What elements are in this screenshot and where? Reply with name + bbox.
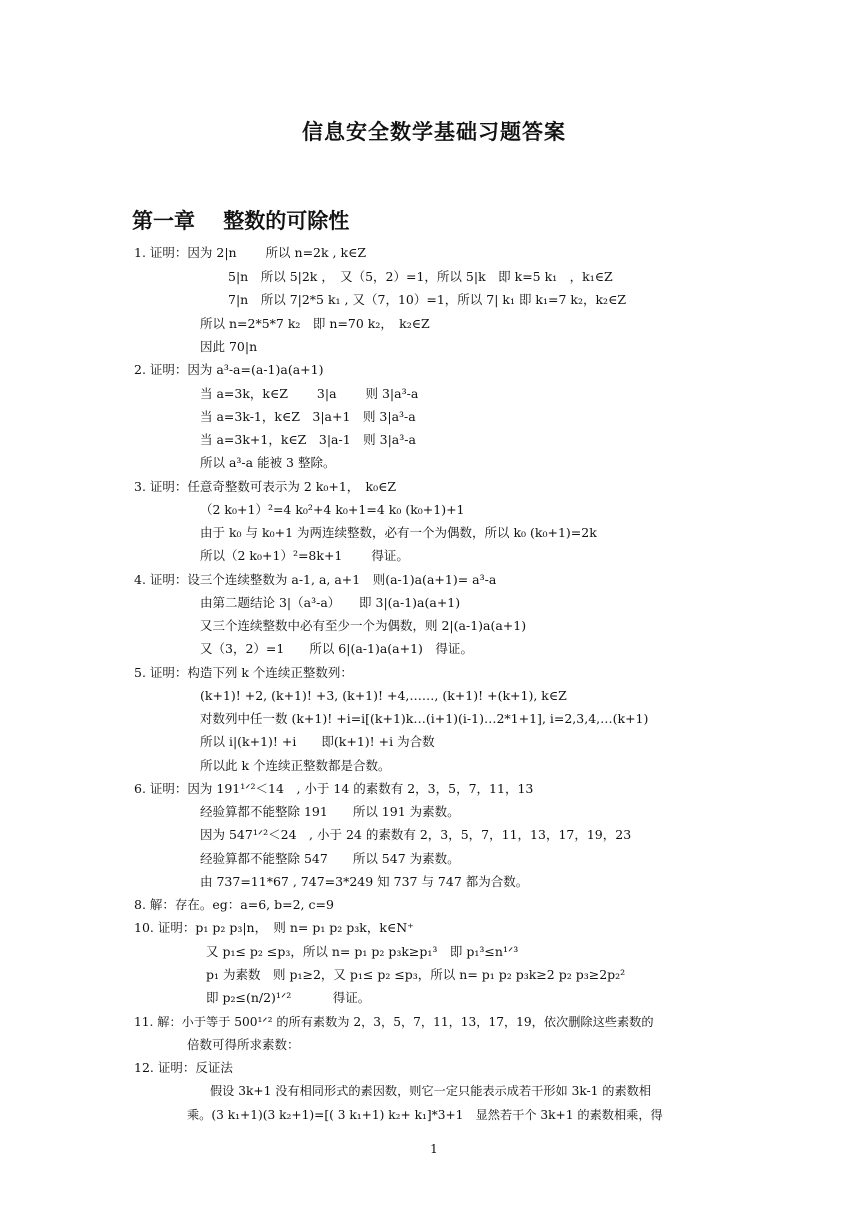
text-line: 当 a=3k，k∈Z 3|a 则 3|a³-a xyxy=(200,386,419,401)
text-line: （2 k₀+1）²=4 k₀²+4 k₀+1=4 k₀ (k₀+1)+1 xyxy=(200,502,465,517)
text-line: 经验算都不能整除 191 所以 191 为素数。 xyxy=(200,804,460,819)
text-line: 2. 证明：因为 a³-a=(a-1)a(a+1) xyxy=(134,362,324,377)
text-line: 因此 70|n xyxy=(200,339,258,354)
text-line: 所以 n=2*5*7 k₂ 即 n=70 k₂， k₂∈Z xyxy=(200,316,430,331)
text-line: 8. 解：存在。eg：a=6, b=2, c=9 xyxy=(134,897,334,912)
text-line: 由 737=11*67 , 747=3*249 知 737 与 747 都为合数。 xyxy=(200,874,529,889)
text-line: p₁ 为素数 则 p₁≥2，又 p₁≤ p₂ ≤p₃，所以 n= p₁ p₂ p₃k≥2 p₂ p₃≥2p₂² xyxy=(206,967,626,982)
page-title: 信息安全数学基础习题答案 xyxy=(302,120,566,144)
text-line: 6. 证明：因为 191¹ᐟ²＜14 , 小于 14 的素数有 2，3，5，7，11，13 xyxy=(134,781,534,796)
text-line: 4. 证明：设三个连续整数为 a-1, a, a+1 则(a-1)a(a+1)= a³-a xyxy=(134,572,497,587)
text-line: (k+1)! +2, (k+1)! +3, (k+1)! +4,……, (k+1)! +(k+1), k∈Z xyxy=(200,688,567,703)
text-line: 12. 证明：反证法 xyxy=(134,1060,233,1075)
text-line: 5|n 所以 5|2k ， 又（5，2）=1，所以 5|k 即 k=5 k₁ ，k₁∈Z xyxy=(228,269,613,284)
text-line: 假设 3k+1 没有相同形式的素因数，则它一定只能表示成若干形如 3k-1 的素数相 xyxy=(210,1084,652,1098)
text-line: 10. 证明：p₁ p₂ p₃|n， 则 n= p₁ p₂ p₃k，k∈N⁺ xyxy=(134,920,414,935)
text-line: 5. 证明：构造下列 k 个连续正整数列： xyxy=(134,665,353,680)
text-line: 所以（2 k₀+1）²=8k+1 得证。 xyxy=(200,548,409,563)
text-line: 倍数可得所求素数： xyxy=(187,1037,300,1052)
text-line: 所以 a³-a 能被 3 整除。 xyxy=(200,455,336,470)
text-line: 又 p₁≤ p₂ ≤p₃，所以 n= p₁ p₂ p₃k≥p₁³ 即 p₁³≤n¹ᐟ³ xyxy=(206,944,519,959)
text-line: 经验算都不能整除 547 所以 547 为素数。 xyxy=(200,851,460,866)
text-line: 由于 k₀ 与 k₀+1 为两连续整数，必有一个为偶数，所以 k₀ (k₀+1)=2k xyxy=(200,525,597,540)
text-line: 由第二题结论 3|（a³-a） 即 3|(a-1)a(a+1) xyxy=(200,595,461,610)
text-line: 乘。(3 k₁+1)(3 k₂+1)=[( 3 k₁+1) k₂+ k₁]*3+1 显然若干个 3k+1 的素数相乘，得 xyxy=(187,1108,663,1122)
text-line: 又三个连续整数中必有至少一个为偶数，则 2|(a-1)a(a+1) xyxy=(200,618,527,633)
text-line: 因为 547¹ᐟ²＜24 , 小于 24 的素数有 2，3，5，7，11，13，17，19，23 xyxy=(200,827,632,842)
page-number: 1 xyxy=(430,1142,438,1156)
text-line: 即 p₂≤(n/2)¹ᐟ² 得证。 xyxy=(206,990,371,1005)
text-line: 又（3，2）=1 所以 6|(a-1)a(a+1) 得证。 xyxy=(200,641,473,656)
chapter-heading: 第一章 整数的可除性 xyxy=(132,209,350,233)
text-line: 11. 解：小于等于 500¹ᐟ² 的所有素数为 2，3，5，7，11，13，17，19，依次删除这些素数的 xyxy=(134,1015,654,1029)
text-line: 所以此 k 个连续正整数都是合数。 xyxy=(200,758,391,773)
text-line: 对数列中任一数 (k+1)! +i=i[(k+1)k…(i+1)(i-1)…2*1+1], i=2,3,4,…(k+1) xyxy=(200,711,649,726)
text-line: 7|n 所以 7|2*5 k₁ , 又（7，10）=1，所以 7| k₁ 即 k₁=7 k₂，k₂∈Z xyxy=(228,292,627,307)
text-line: 3. 证明：任意奇整数可表示为 2 k₀+1， k₀∈Z xyxy=(134,479,397,494)
text-line: 当 a=3k+1，k∈Z 3|a-1 则 3|a³-a xyxy=(200,432,416,447)
text-line: 当 a=3k-1，k∈Z 3|a+1 则 3|a³-a xyxy=(200,409,416,424)
text-line: 1. 证明：因为 2|n 所以 n=2k , k∈Z xyxy=(134,245,367,260)
text-line: 所以 i|(k+1)! +i 即(k+1)! +i 为合数 xyxy=(200,734,435,749)
